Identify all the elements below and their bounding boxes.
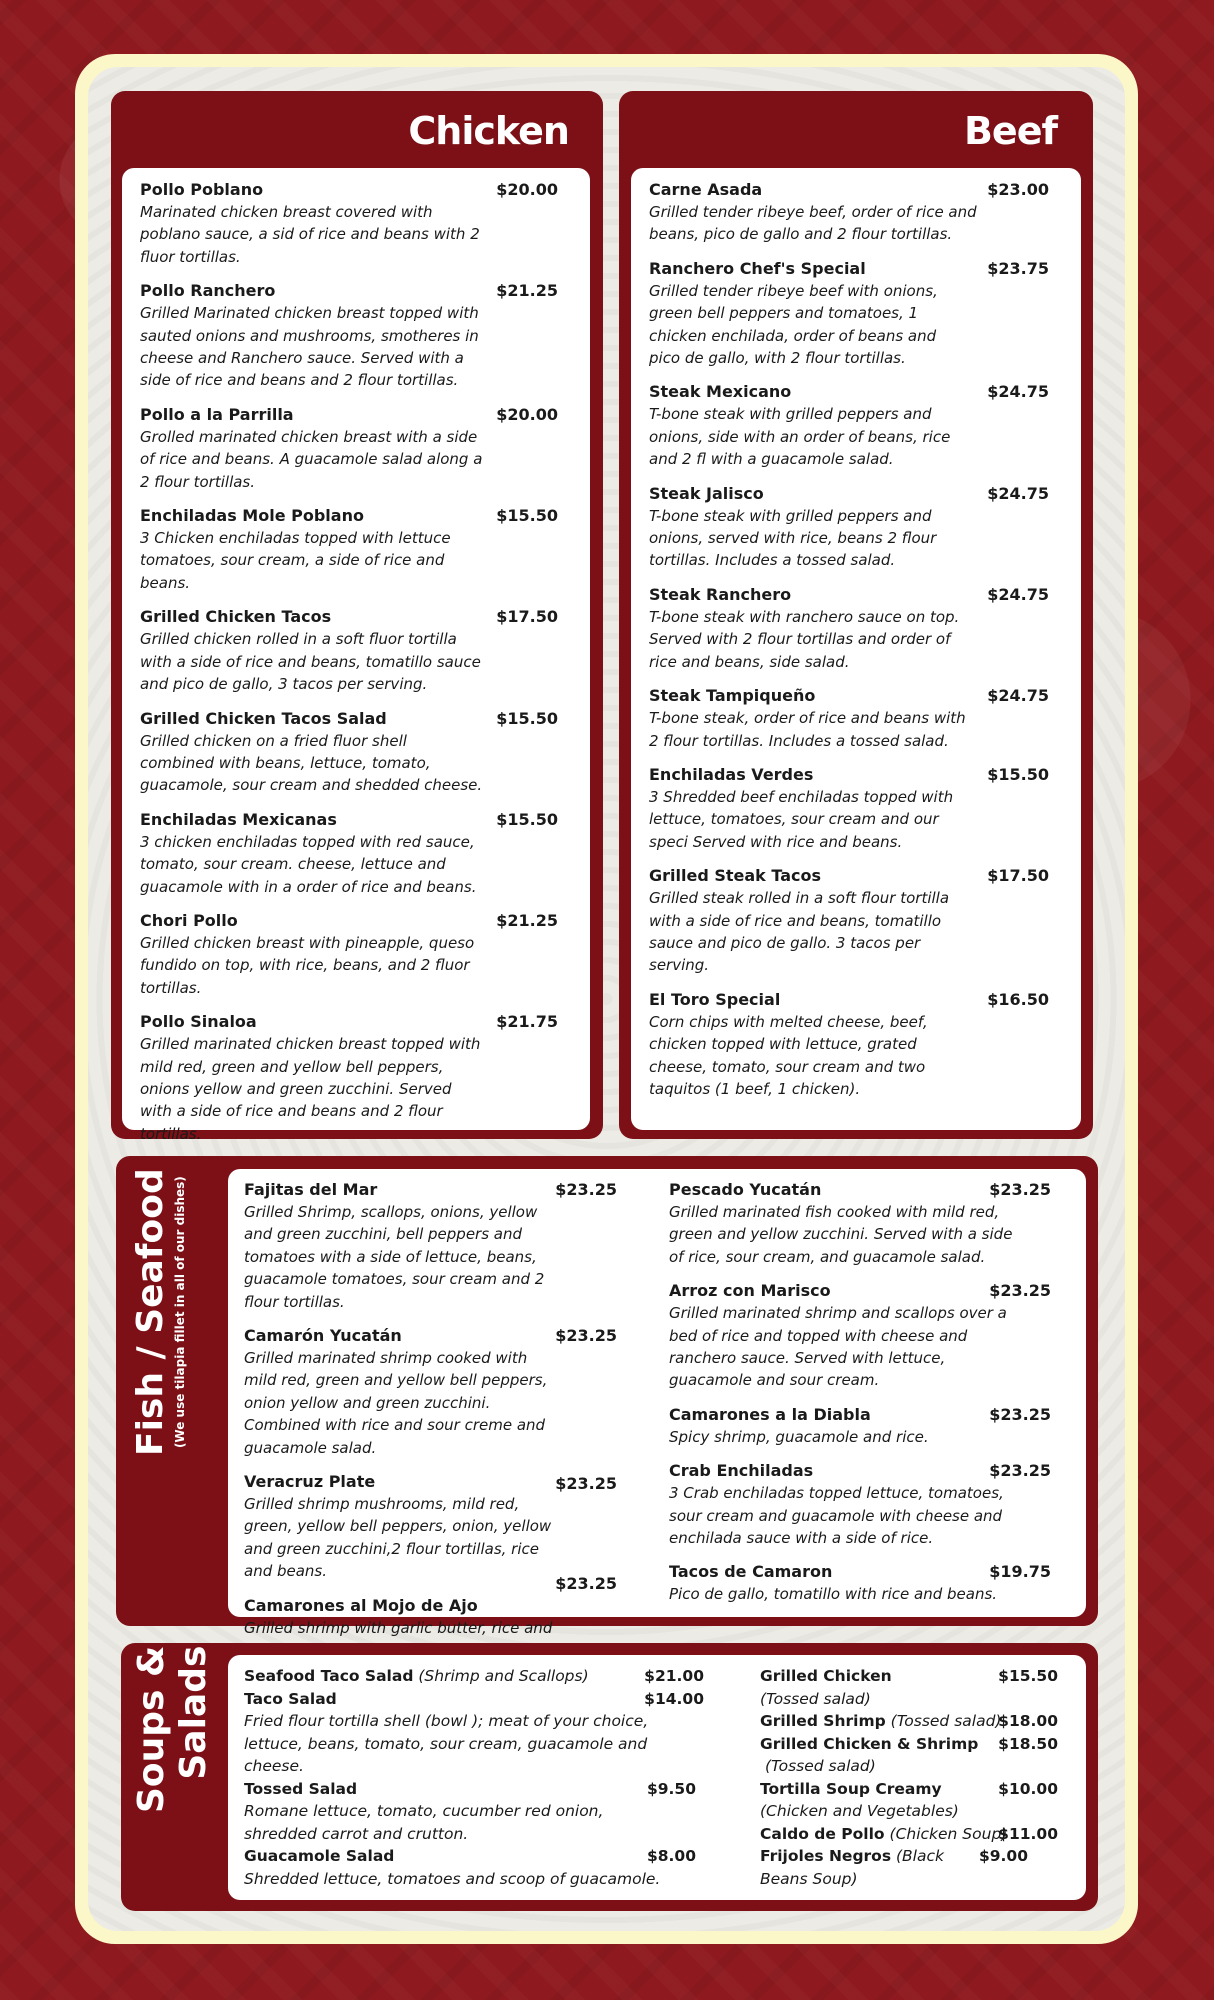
menu-item: Veracruz Plate $23.25 Grilled shrimp mushrooms, mild red, green, yellow bell peppers, onion, yellow and green zucchini,2 flour tortillas, rice and beans. bbox=[244, 1472, 617, 1581]
soup-item: Taco Salad $14.00 bbox=[244, 1689, 704, 1708]
chicken-title: Chicken bbox=[408, 109, 569, 153]
chicken-list bbox=[140, 179, 558, 1157]
beef-title: Beef bbox=[963, 109, 1057, 153]
menu-item: Pollo Poblano $20.00 Marinated chicken breast covered with poblano sauce, a sid of rice and beans with 2 fluor tortillas. bbox=[140, 180, 558, 266]
soup-item: Grilled Chicken & Shrimp $18.50 bbox=[760, 1734, 1058, 1753]
menu-item: Grilled Chicken Tacos $17.50 Grilled chicken rolled in a soft fluor tortilla with a side of rice and beans, tomatillo sauce and pico de gallo, 3 tacos per serving. bbox=[140, 607, 558, 694]
soup-item: Grilled Shrimp (Tossed salad) $18.00 bbox=[760, 1712, 1058, 1730]
menu-item: Enchiladas Verdes $15.50 3 Shredded beef enchiladas topped with lettuce, tomatoes, sour cream and our speci Served with rice and beans. bbox=[649, 764, 1049, 851]
soups-card bbox=[228, 1655, 1086, 1900]
menu-item: Carne Asada $23.00 Grilled tender ribeye beef, order of rice and beans, pico de gallo and 2 flour tortillas. bbox=[649, 180, 1049, 244]
menu-item: Steak Tampiqueño $24.75 T-bone steak, order of rice and beans with 2 flour tortillas. Includes a tossed salad. bbox=[649, 686, 1049, 750]
menu-item: Steak Jalisco $24.75 T-bone steak with grilled peppers and onions, served with rice, beans 2 flour tortillas. Includes a tossed salad. bbox=[649, 483, 1049, 570]
menu-item: Pollo Ranchero $21.25 Grilled Marinated chicken breast topped with sauted onions and mushrooms, smotheres in cheese and Ranchero sauce. Served with a side of rice and beans and 2 flour tortillas. bbox=[140, 281, 558, 390]
seafood-left-list bbox=[244, 1179, 617, 1674]
menu-item: Chori Pollo $21.25 Grilled chicken breast with pineapple, queso fundido on top, with rice, beans, and 2 fluor tortillas. bbox=[140, 910, 558, 997]
beef-list bbox=[649, 179, 1049, 1112]
chicken-card bbox=[122, 168, 590, 1143]
menu-item: Steak Ranchero $24.75 T-bone steak with ranchero sauce on top. Served with 2 flour tortillas and order of rice and beans, side salad. bbox=[649, 584, 1049, 671]
soups-panel bbox=[121, 1643, 1098, 1911]
soups-title: Soups & Salads bbox=[131, 1645, 214, 1813]
soups-left-list: Seafood Taco Salad (Shrimp and Scallops) $21.00 Taco Salad $14.00 Fried flour tortilla shell (bowl ); meat of your choice, lettuce, beans, tomato, sour cream, guacamole and cheese. Tossed Salad $9.50 Romane lettuce, tomato, cucumber red onion, shredded carrot and crutton. Guacamole Salad $8.00 Shredded lettuce, tomatoes and scoop of guacamole. bbox=[244, 1667, 704, 1888]
seafood-panel bbox=[116, 1156, 1098, 1637]
soup-item: Caldo de Pollo (Chicken Soup) $11.00 bbox=[760, 1824, 1058, 1843]
soup-item: Frijoles Negros (Black Beans Soup) $9.00 bbox=[760, 1847, 1028, 1888]
menu-item: Camarones a la Diabla $23.25 Spicy shrimp, guacamole and rice. bbox=[669, 1404, 1051, 1446]
soup-item: Guacamole Salad $8.00 bbox=[244, 1847, 696, 1865]
menu-item: Pollo Sinaloa $21.75 Grilled marinated chicken breast topped with mild red, green and yellow bell peppers, onions yellow and green zucchini. Served with a side of rice and beans and 2 flour tortillas. bbox=[140, 1012, 558, 1143]
menu-item: Arroz con Marisco $23.25 Grilled marinated shrimp and scallops over a bed of rice and topped with cheese and ranchero sauce. Served with lettuce, guacamole and sour cream. bbox=[669, 1281, 1051, 1390]
seafood-right-list bbox=[669, 1179, 1051, 1618]
menu-item: Crab Enchiladas $23.25 3 Crab enchiladas topped lettuce, tomatoes, sour cream and guacamole with cheese and enchilada sauce with a side of rice. bbox=[669, 1461, 1051, 1548]
menu-item: Enchiladas Mole Poblano $15.50 3 Chicken enchiladas topped with lettuce tomatoes, sour cream, a side of rice and beans. bbox=[140, 506, 558, 592]
soup-item: Seafood Taco Salad (Shrimp and Scallops) $21.00 bbox=[244, 1667, 704, 1685]
soup-item: Grilled Chicken $15.50 bbox=[760, 1667, 1058, 1685]
menu-item: Fajitas del Mar $23.25 Grilled Shrimp, scallops, onions, yellow and green zucchini, bell peppers and tomatoes with a side of lettuce, beans, guacamole tomatoes, sour cream and 2 flour tortillas. bbox=[244, 1180, 617, 1311]
menu-item: Camarón Yucatán $23.25 Grilled marinated shrimp cooked with mild red, green and yellow bell peppers, onion yellow and green zucchini. Combined with rice and sour creme and guacamole salad. bbox=[244, 1326, 617, 1457]
menu-item: Grilled Steak Tacos $17.50 Grilled steak rolled in a soft flour tortilla with a side of rice and beans, tomatillo sauce and pico de gallo. 3 tacos per serving. bbox=[649, 866, 1049, 975]
seafood-title: Fish / Seafood (We use tilapia fillet in all of our dishes) bbox=[130, 1168, 187, 1456]
seafood-card bbox=[228, 1169, 1086, 1637]
menu-item: Enchiladas Mexicanas $15.50 3 chicken enchiladas topped with red sauce, tomato, sour cream. cheese, lettuce and guacamole with in a order of rice and beans. bbox=[140, 809, 558, 896]
soup-item: Tossed Salad $9.50 bbox=[244, 1779, 696, 1798]
soup-item: Tortilla Soup Creamy $10.00 bbox=[760, 1779, 1058, 1798]
menu-item: Steak Mexicano $24.75 T-bone steak with grilled peppers and onions, side with an order of beans, rice and 2 fl with a guacamole salad. bbox=[649, 382, 1049, 469]
menu-item: Ranchero Chef's Special $23.75 Grilled tender ribeye beef with onions, green bell peppers and tomatoes, 1 chicken enchilada, order of beans and pico de gallo, with 2 flour tortillas. bbox=[649, 258, 1049, 368]
menu-item: Pollo a la Parrilla $20.00 Grolled marinated chicken breast with a side of rice and beans. A guacamole salad along a 2 flour tortillas. bbox=[140, 404, 558, 491]
beef-panel bbox=[619, 91, 1093, 1139]
chicken-panel bbox=[111, 91, 603, 1143]
menu-item: Camarones al Mojo de Ajo $23.25 Grilled shrimp with garlic butter, rice and bbox=[244, 1573, 617, 1637]
soups-right-list: Grilled Chicken $15.50 (Tossed salad) Grilled Shrimp (Tossed salad) $18.00 Grilled Chicken & Shrimp $18.50 (Tossed salad) Tortilla Soup Creamy $10.00 (Chicken and Vegetables) Caldo de Pollo (Chicken Soup) $11.00 Frijoles Negros (Black Beans Soup) $9.00 bbox=[760, 1665, 1058, 1890]
beef-card bbox=[631, 168, 1081, 1130]
menu-item: Pescado Yucatán $23.25 Grilled marinated fish cooked with mild red, green and yellow zucchini. Served with a side of rice, sour cream, and guacamole salad. bbox=[669, 1180, 1051, 1266]
menu-item: Tacos de Camaron $19.75 Pico de gallo, tomatillo with rice and beans. bbox=[669, 1562, 1051, 1604]
menu-item: Grilled Chicken Tacos Salad $15.50 Grilled chicken on a fried fluor shell combined with beans, lettuce, tomato, guacamole, sour cream and shedded cheese. bbox=[140, 708, 558, 795]
menu-item: El Toro Special $16.50 Corn chips with melted cheese, beef, chicken topped with lettuce, grated cheese, tomato, sour cream and two taquitos (1 beef, 1 chicken). bbox=[649, 989, 1049, 1098]
seafood-subtitle: (We use tilapia fillet in all of our dishes) bbox=[173, 1176, 187, 1449]
